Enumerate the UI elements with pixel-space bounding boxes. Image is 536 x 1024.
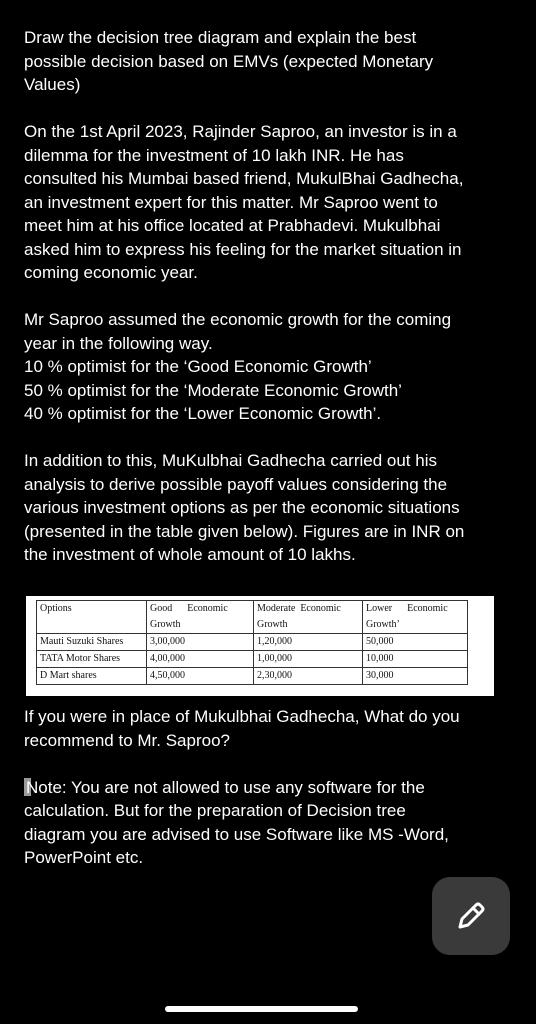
cell-option: D Mart shares (37, 668, 147, 685)
text-line: 40 % optimist for the ‘Lower Economic Growth’. (24, 404, 382, 423)
text-line: In addition to this, MuKulbhai Gadhecha carried out his (24, 451, 437, 470)
cell-option: TATA Motor Shares (37, 651, 147, 668)
cell-good: 4,00,000 (147, 651, 254, 668)
text-line: an investment expert for this matter. Mr Saproo went to (24, 192, 438, 212)
cell-lower: 10,000 (363, 651, 468, 668)
cell-lower: 30,000 (363, 668, 468, 685)
analysis-paragraph (24, 449, 504, 567)
text-line: asked him to express his feeling for the market situation in (24, 239, 462, 259)
text-line: On the 1st April 2023, Rajinder Saproo, an investor is in a (24, 122, 457, 141)
cell-option: Mauti Suzuki Shares (37, 634, 147, 651)
table-row (37, 634, 468, 651)
text-line: Values) (24, 75, 81, 94)
cell-lower: 50,000 (363, 634, 468, 651)
text-line: PowerPoint etc. (24, 848, 144, 867)
home-indicator[interactable] (165, 1006, 358, 1012)
cell-good: 3,00,000 (147, 634, 254, 651)
text-line: (presented in the table given below). Figures are in INR on (24, 521, 465, 541)
table-row (37, 651, 468, 668)
payoff-table-image (26, 596, 494, 696)
note-paragraph (24, 776, 504, 870)
recommend-paragraph (24, 705, 504, 752)
message-body (24, 26, 504, 590)
cell-good: 4,50,000 (147, 668, 254, 685)
cell-moderate: 1,20,000 (254, 634, 363, 651)
text-line: diagram you are advised to use Software like MS -Word, (24, 824, 449, 844)
text-line: recommend to Mr. Saproo? (24, 730, 230, 750)
assumption-paragraph (24, 308, 504, 426)
header-good-growth: Good Economic Growth (147, 601, 254, 634)
header-lower-growth: Lower Economic Growth’ (363, 601, 468, 634)
header-moderate-growth: Moderate Economic Growth (254, 601, 363, 634)
question-paragraph (24, 26, 504, 97)
text-line: coming economic year. (24, 263, 198, 282)
scenario-paragraph (24, 120, 504, 285)
text-line: year in the following way. (24, 333, 213, 353)
text-line: Draw the decision tree diagram and explain the best (24, 28, 417, 47)
text-line: possible decision based on EMVs (expected Monetary (24, 51, 434, 71)
text-line: dilemma for the investment of 10 lakh INR. He has (24, 145, 404, 165)
header-options: Options (37, 601, 147, 634)
text-line: meet him at his office located at Prabhadevi. Mukulbhai (24, 216, 441, 235)
cell-moderate: 2,30,000 (254, 668, 363, 685)
text-line: Note: You are not allowed to use any software for the (26, 777, 425, 797)
text-line: analysis to derive possible payoff values considering the (24, 474, 448, 494)
text-line: 50 % optimist for the ‘Moderate Economic Growth’ (24, 380, 402, 400)
text-line: If you were in place of Mukulbhai Gadhecha, What do you (24, 707, 460, 726)
table-header-row (37, 601, 468, 634)
cell-moderate: 1,00,000 (254, 651, 363, 668)
payoff-table (36, 600, 468, 685)
text-line: calculation. But for the preparation of Decision tree (24, 801, 406, 820)
text-line: 10 % optimist for the ‘Good Economic Growth’ (24, 357, 372, 376)
text-line: consulted his Mumbai based friend, MukulBhai Gadhecha, (24, 169, 464, 188)
pencil-icon (454, 899, 488, 933)
text-line: the investment of whole amount of 10 lakhs. (24, 545, 356, 564)
text-line: various investment options as per the economic situations (24, 498, 460, 517)
text-line: Mr Saproo assumed the economic growth for the coming (24, 310, 452, 329)
message-body-continued (24, 705, 504, 893)
edit-button[interactable] (432, 877, 510, 955)
table-row (37, 668, 468, 685)
